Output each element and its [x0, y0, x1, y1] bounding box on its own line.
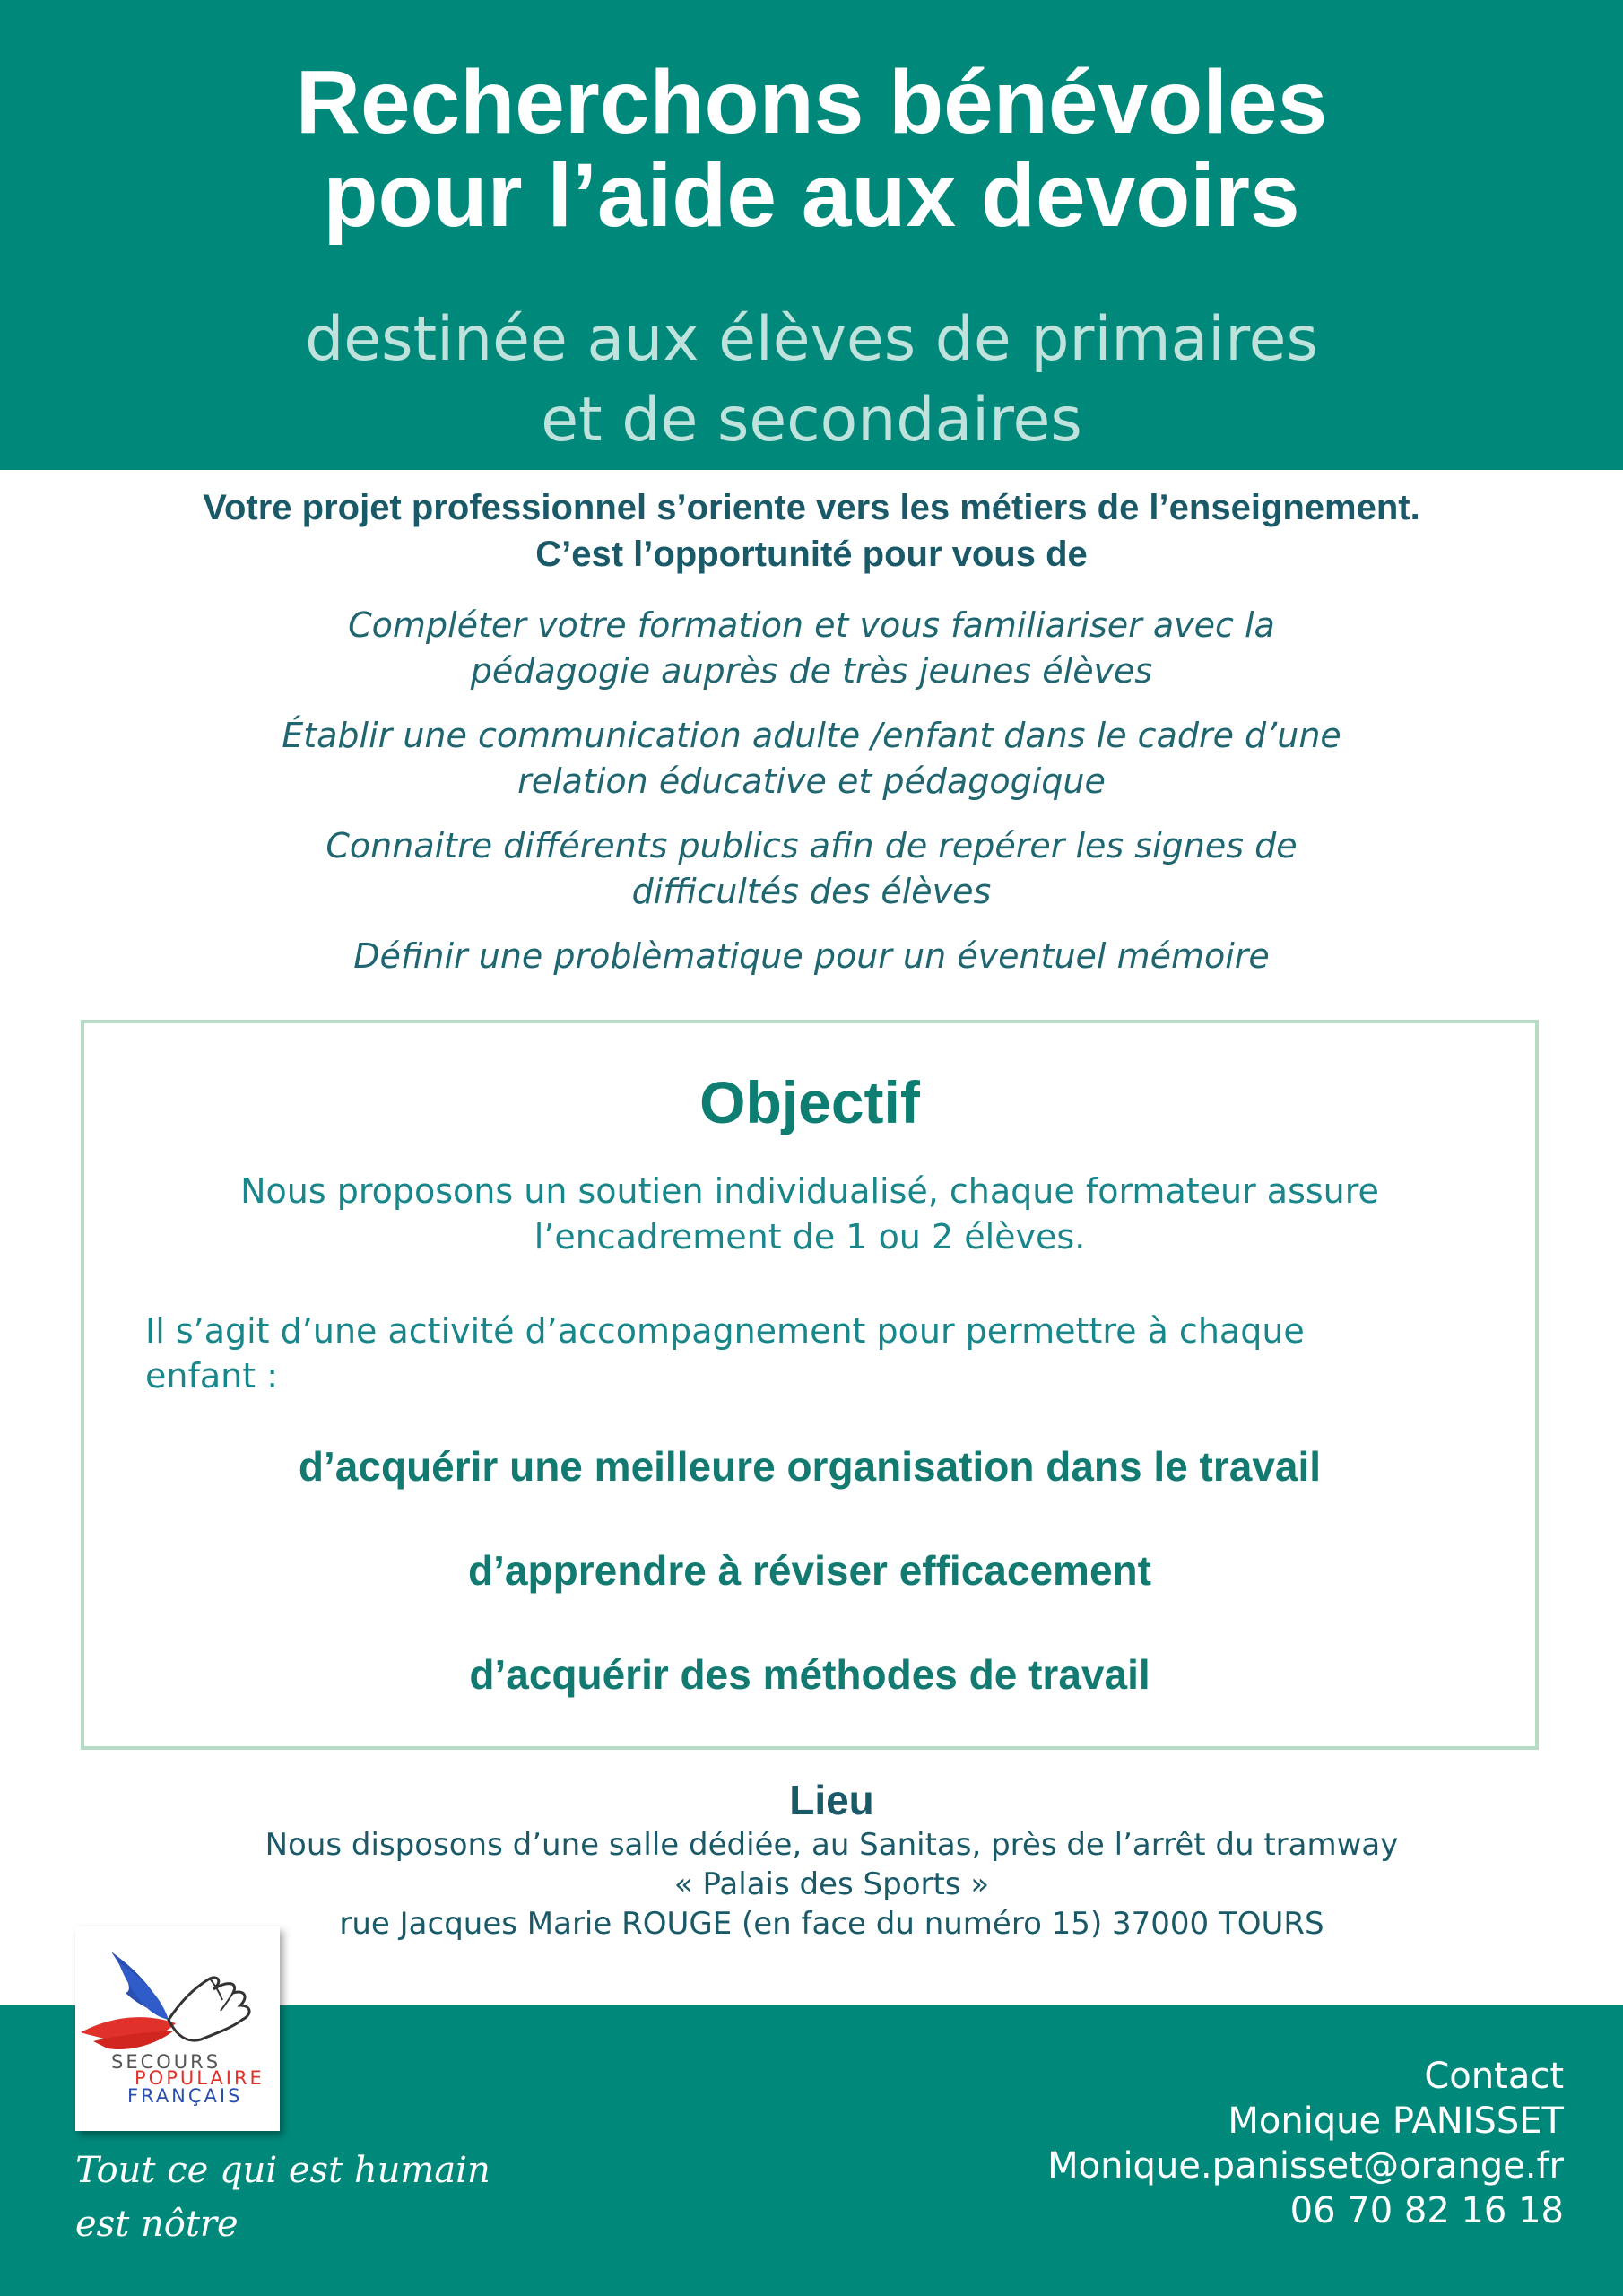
secours-populaire-logo-icon: [75, 1926, 280, 2131]
header-banner: [0, 0, 1623, 470]
lieu-line-1: Nous disposons d’une salle dédiée, au Sanitas, près de l’arrêt du tramway: [265, 1827, 1399, 1863]
objectif-title: Objectif: [699, 1069, 920, 1135]
objectif-p2-line-2: enfant :: [145, 1356, 278, 1396]
goal-line-2: relation éducative et pédagogique: [517, 761, 1106, 801]
contact-phone: 06 70 82 16 18: [1289, 2190, 1564, 2231]
goal-line-1: Compléter votre formation et vous familiariser avec la: [348, 605, 1275, 645]
objectif-paragraph-1: [84, 1169, 1535, 1260]
slogan-line-2: est nôtre: [75, 2204, 239, 2245]
goal-item: [0, 934, 1623, 979]
contact-label: Contact: [1424, 2056, 1564, 2097]
page-title: [0, 52, 1623, 246]
intro-text: [0, 484, 1623, 578]
lieu-line-3: rue Jacques Marie ROUGE (en face du numéro 15) 37000 TOURS: [339, 1906, 1324, 1942]
objectif-p1-line-2: l’encadrement de 1 ou 2 élèves.: [534, 1217, 1086, 1257]
goal-item: [0, 823, 1623, 915]
aim-item: d’apprendre à réviser efficacement: [468, 1547, 1151, 1594]
lieu-title: Lieu: [789, 1777, 874, 1823]
title-line-1: Recherchons bénévoles: [295, 52, 1328, 152]
logo-word-francais: FRANÇAIS: [127, 2085, 243, 2107]
goal-line-2: pédagogie auprès de très jeunes élèves: [470, 651, 1153, 691]
contact-email: Monique.panisset@orange.fr: [1047, 2145, 1564, 2187]
slogan-line-1: Tout ce qui est humain: [75, 2150, 490, 2191]
page-subtitle: [0, 300, 1623, 461]
goal-item: [0, 713, 1623, 804]
objectif-p2-line-1: Il s’agit d’une activité d’accompagnement pour permettre à chaque: [145, 1311, 1305, 1351]
aim-item: d’acquérir une meilleure organisation dans le travail: [298, 1443, 1322, 1490]
objectif-p1-line-1: Nous proposons un soutien individualisé, chaque formateur assure: [240, 1171, 1379, 1211]
goals-list: [0, 603, 1623, 998]
goal-line-1: Connaitre différents publics afin de repérer les signes de: [325, 826, 1298, 865]
lieu-line-2: « Palais des Sports »: [673, 1866, 990, 1902]
intro-line-1: Votre projet professionnel s’oriente vers les métiers de l’enseignement.: [203, 488, 1420, 527]
contact-block: [757, 2054, 1564, 2233]
objectif-box: [81, 1020, 1539, 1750]
subtitle-line-2: et de secondaires: [541, 385, 1082, 456]
title-line-2: pour l’aide aux devoirs: [323, 145, 1300, 246]
goal-item: [0, 603, 1623, 694]
aim-item: d’acquérir des méthodes de travail: [469, 1651, 1150, 1698]
intro-line-2: C’est l’opportunité pour vous de: [535, 535, 1088, 574]
subtitle-line-1: destinée aux élèves de primaires: [305, 304, 1318, 375]
goal-line-1: Établir une communication adulte /enfant dans le cadre d’une: [282, 716, 1341, 755]
logo-word-populaire: POPULAIRE: [135, 2067, 265, 2089]
goal-line-1: Définir une problèmatique pour un éventuel mémoire: [353, 936, 1270, 976]
logo-word-secours: SECOURS: [111, 2051, 221, 2073]
objectif-paragraph-2: [145, 1309, 1490, 1398]
contact-name: Monique PANISSET: [1228, 2100, 1564, 2142]
slogan: [75, 2144, 524, 2251]
goal-line-2: difficultés des élèves: [631, 872, 992, 911]
